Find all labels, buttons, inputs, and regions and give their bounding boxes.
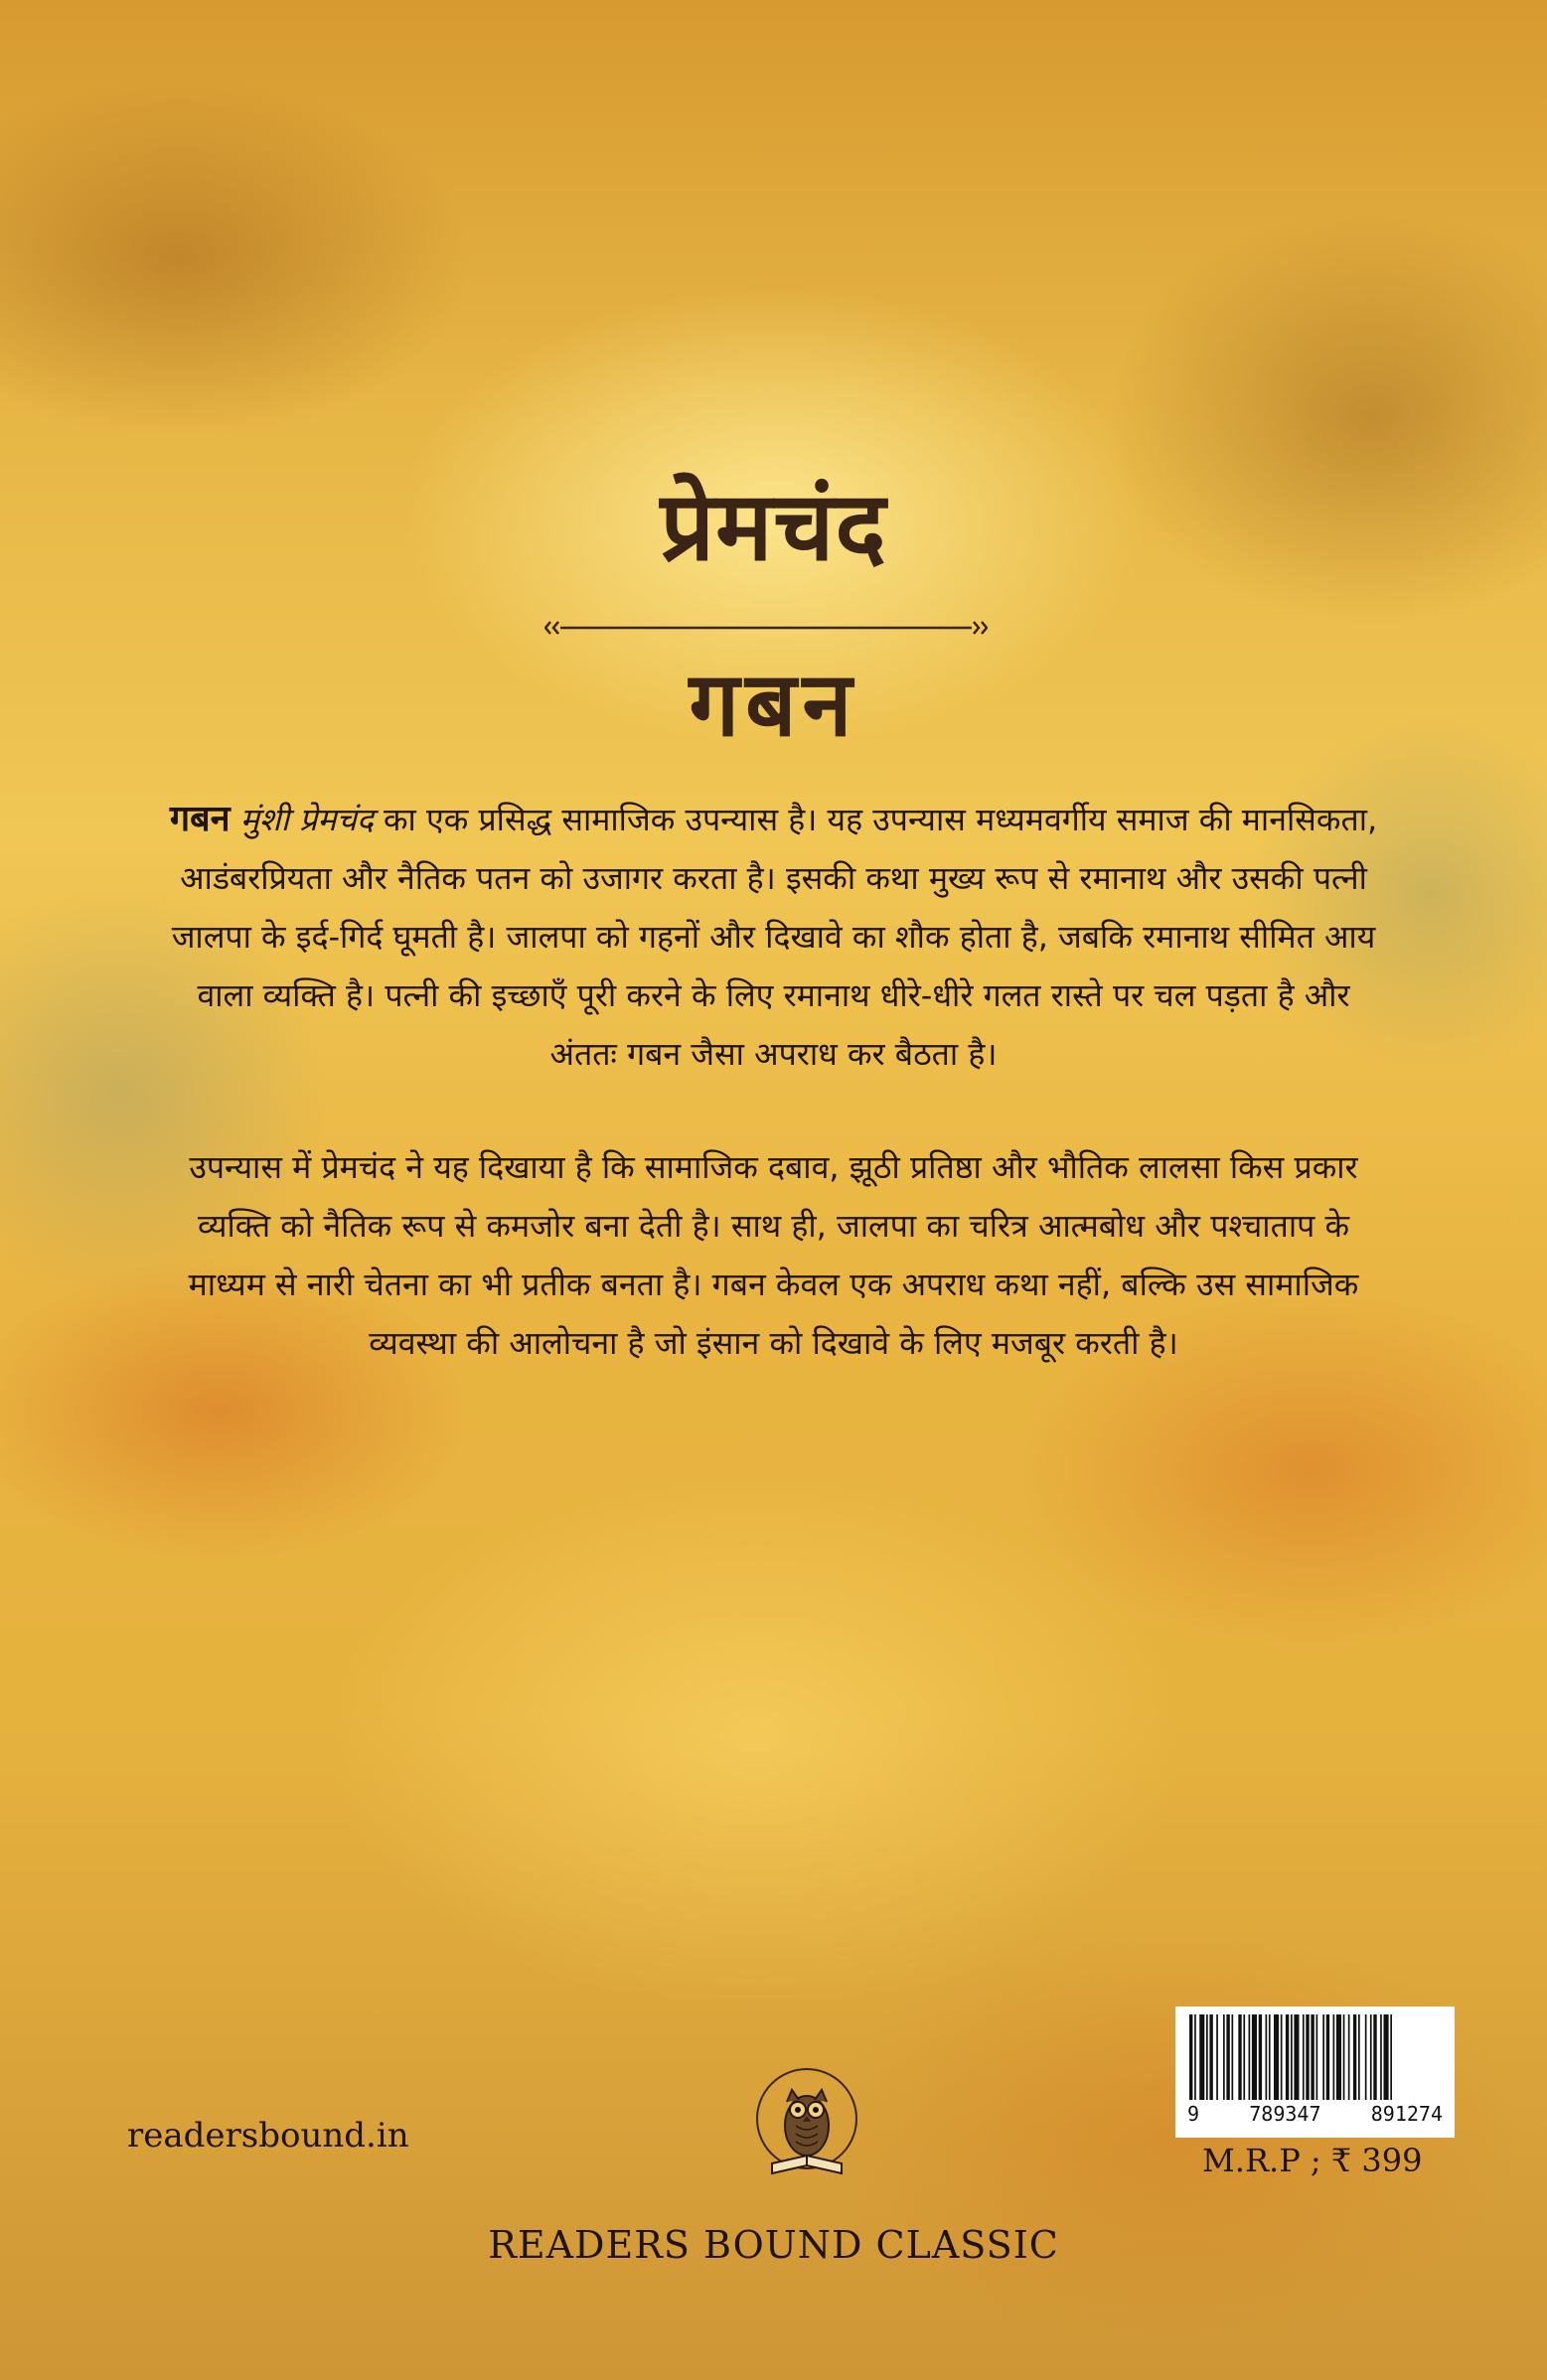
barcode-bar [1209, 2014, 1212, 2100]
barcode-bar [1216, 2014, 1218, 2100]
barcode-bar [1380, 2014, 1382, 2100]
barcode-bar [1370, 2014, 1372, 2100]
barcode-digit-group-2: 891274 [1370, 2102, 1443, 2126]
author-name: प्रेमचंद [660, 471, 887, 582]
barcode-bar [1353, 2014, 1356, 2100]
barcode-bar [1259, 2014, 1262, 2100]
barcode-bar [1249, 2014, 1251, 2100]
barcode-bar [1333, 2014, 1335, 2100]
ornamental-divider [544, 618, 988, 638]
barcode-bars [1185, 2014, 1445, 2100]
publisher-website: readersbound.in [127, 2116, 409, 2156]
synopsis-author-ref: मुंशी प्रेमचंद [239, 801, 374, 838]
barcode-bar [1316, 2014, 1318, 2100]
barcode-bar [1294, 2014, 1299, 2100]
barcode-bar [1322, 2014, 1324, 2100]
barcode-bar [1286, 2014, 1289, 2100]
barcode-bar [1311, 2014, 1314, 2100]
barcode-bar [1281, 2014, 1283, 2100]
barcode-digits [1185, 2102, 1445, 2126]
barcode-bar [1336, 2014, 1341, 2100]
barcode-bar [1384, 2014, 1389, 2100]
barcode-bar [1223, 2014, 1225, 2100]
imprint-name: READERS BOUND CLASSIC [488, 2223, 1059, 2267]
barcode-bar [1243, 2014, 1245, 2100]
synopsis-paragraph-1 [159, 790, 1388, 1084]
barcode-digit-group-1: 789347 [1249, 2102, 1321, 2126]
barcode-bar [1238, 2014, 1241, 2100]
barcode-bar [1189, 2014, 1192, 2100]
barcode-bar [1348, 2014, 1350, 2100]
barcode-bar [1194, 2014, 1196, 2100]
barcode-bar [1199, 2014, 1204, 2100]
barcode-bar [1390, 2014, 1392, 2100]
barcode-bar [1266, 2014, 1268, 2100]
price-label: M.R.P ; ₹ 399 [1202, 2142, 1423, 2179]
ornamental-divider-icon [544, 618, 988, 638]
barcode-bar [1303, 2014, 1305, 2100]
barcode-bar [1291, 2014, 1293, 2100]
owl-on-books-icon [752, 2064, 861, 2193]
barcode-bar [1232, 2014, 1234, 2100]
isbn-barcode [1175, 2007, 1455, 2138]
barcode-bar [1326, 2014, 1329, 2100]
barcode-bar [1206, 2014, 1208, 2100]
barcode-digit-lead: 9 [1187, 2102, 1200, 2126]
barcode-bar [1226, 2014, 1229, 2100]
synopsis-paragraph-2: उपन्यास में प्रेमचंद ने यह दिखाया है कि सामाजिक दबाव, झूठी प्रतिष्ठा और भौतिक लालसा किस प्रकार व्यक्ति को नैतिक रूप से कमजोर बना देती है। साथ ही, जालपा का चरित्र आत्मबोध और पश्चाताप के माध्यम से नारी चेतना का भी प्रतीक बनता है। गबन केवल एक अपराध कथा नहीं, बल्कि उस सामाजिक व्यवस्था की आलोचना है जो इंसान को दिखावे के लिए मजबूर करती है। [188, 1148, 1359, 1362]
barcode-bar [1306, 2014, 1309, 2100]
barcode-bar [1343, 2014, 1345, 2100]
barcode-bar [1269, 2014, 1271, 2100]
barcode-bar [1373, 2014, 1376, 2100]
barcode-bar [1252, 2014, 1257, 2100]
synopsis-text-1: का एक प्रसिद्ध सामाजिक उपन्यास है। यह उपन्यास मध्यमवर्गीय समाज की मानसिकता, आडंबरप्रियता और नैतिक पतन को उजागर करता है। इसकी कथा मुख्य रूप से रमानाथ और उसकी पत्नी जालपा के इर्द-गिर्द घूमती है। जालपा को गहनों और दिखावे का शौक होता है, जबकि रमानाथ सीमित आय वाला व्यक्ति है। पत्नी की इच्छाएँ पूरी करने के लिए रमानाथ धीरे-धीरे गलत रास्ते पर चल पड़ता है और अंततः गबन जैसा अपराध कर बैठता है। [171, 801, 1378, 1073]
barcode-bar [1358, 2014, 1360, 2100]
synopsis-title-ref: गबन [169, 799, 231, 839]
barcode-bar [1365, 2014, 1367, 2100]
barcode-bar [1274, 2014, 1279, 2100]
book-title: गबन [689, 653, 858, 757]
